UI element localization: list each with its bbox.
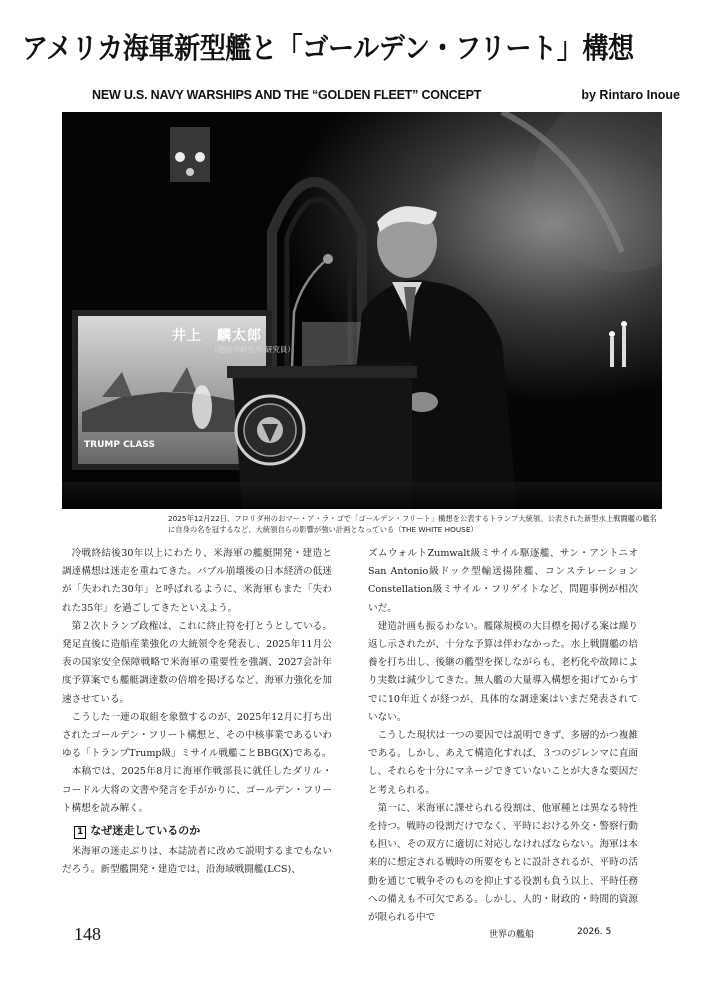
paragraph: 米海軍の迷走ぶりは、本誌読者に改めて説明するまでもないだろう。新型艦開発・建造では、沿海域戦闘艦(LCS)、 (62, 846, 332, 876)
photo-caption: 2025年12月22日、フロリダ州のおマー・ア・ラ・ゴで「ゴールデン・フリート」構想を公表するトランプ大統領。公表された新型水上戦闘艦の艦名に自身の名を冠するなど、大統領自らの影響が強い計画となっている（THE WHITE HOUSE） (168, 514, 657, 534)
author-affiliation: （地経学研究所 研究員） (210, 345, 295, 354)
paragraph: こうした現状は一つの要因では説明できず、多層的かつ複雑である。しかし、あえて構造化すれば、３つのジレンマに直面し、それらを十分にマネージできていないことが大きな要因だと考えられる。 (368, 730, 638, 796)
article-subtitle-english: NEW U.S. NAVY WARSHIPS AND THE “GOLDEN FLEET” CONCEPT (92, 88, 482, 102)
section-heading (74, 822, 332, 840)
paragraph: 建造計画も振るわない。艦隊規模の大目標を掲げる案は繰り返し示されたが、十分な予算は伴わなかった。水上戦闘艦の培養を打ち出し、後継の艦型を探しながらも、老朽化や故障により実数は減少してきた。無人艦の大量導入構想を掲げてからすでに10年近くが経つが、具体的な調達案はいまだ発表されていない。 (368, 620, 638, 723)
board-label: TRUMP CLASS (84, 440, 155, 450)
paragraph: 第２次トランプ政権は、これに終止符を打とうとしている。発足直後に造船産業強化の大統領令を発表し、2025年11月公表の国家安全保障戦略で米海軍の重要性を強調、2027会計年度予算案でも艦艇調達数の倍増を掲げるなど、海軍力強化を加速させている。 (62, 620, 332, 705)
paragraph: 第一に、米海軍に課せられる役割は、他軍種とは異なる特性を持つ。戦時の役割だけでなく、平時における外交・警察行動も担い、その双方に適切に対応しなければならない。海軍は本来的に想定される戦時の所要をもとに設計されるが、平時の活動を通じて戦争そのものを抑止する役割も負う以上、平時任務への備えも不可欠である。しかし、人的・財政的・時間的資源が限られる中で (368, 802, 638, 924)
lead-photo-illustration (62, 112, 662, 509)
chandelier (170, 127, 210, 182)
paragraph: 冷戦終結後30年以上にわたり、米海軍の艦艇開発・建造と調達構想は迷走を重ねてきた。バブル崩壊後の日本経済の低迷が「失われた30年」と呼ばれるように、米海軍もまた「失われた35年」を過ごしてきたといえよう。 (62, 548, 332, 614)
article-title: アメリカ海軍新型艦と「ゴールデン・フリート」構想 (22, 31, 634, 65)
lead-photo (62, 112, 662, 509)
author-name: 井上 麟太郎 (172, 328, 262, 344)
body-column-right (368, 545, 638, 927)
magazine-name: 世界の艦船 (489, 930, 535, 940)
paragraph: こうした一連の取組を象徴するのが、2025年12月に打ち出されたゴールデン・フリート構想と、その中核事業であるいわゆる「トランプTrump級」ミサイル戦艦ことBBG(X)である。 (62, 711, 332, 760)
issue-date: 2026. 5 (577, 927, 612, 937)
paragraph: 本稿では、2025年8月に海軍作戦部長に就任したダリル・コードル大将の文書や発言を手がかりに、ゴールデン・フリート構想を読み解く。 (62, 766, 332, 814)
article-byline: by Rintaro Inoue (581, 88, 680, 102)
page-number: 148 (74, 924, 101, 944)
section-number: 1 (74, 826, 86, 839)
body-column-left (62, 545, 332, 880)
paragraph: ズムウォルトZumwalt級ミサイル駆逐艦、サン・アントニオSan Antonio級ドック型輸送揚陸艦、コンステレーションConstellation級ミサイル・フリゲイトなど、問題事例が相次いだ。 (368, 548, 638, 614)
section-title: なぜ迷走しているのか (90, 824, 201, 838)
